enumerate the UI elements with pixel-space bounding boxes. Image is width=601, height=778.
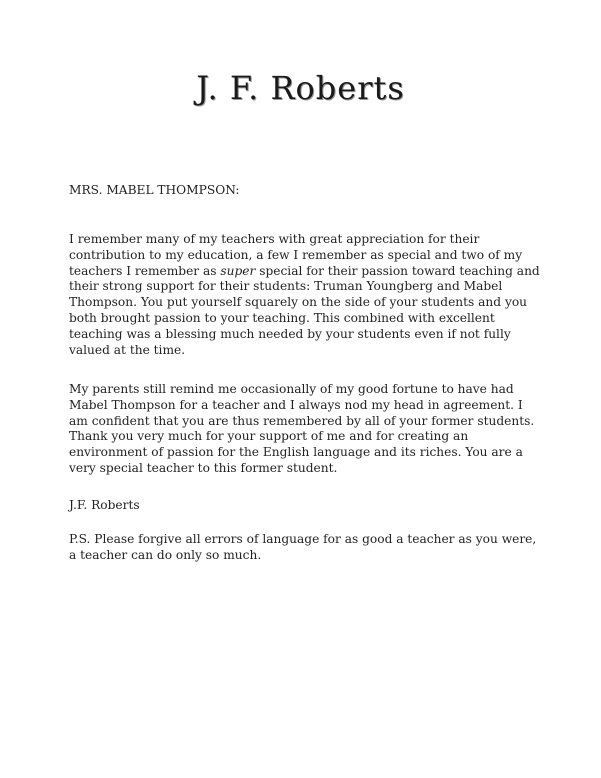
paragraph-2-text: My parents still remind me occasionally of my good fortune to have had Mabel Thompson for a teacher and I always nod my head in agreement. I am confident that you are thus remembered by all of your former students. Thank you very much for your support of me and for creating an environment of passion for the English language and its riches. You are a very special teacher to this former student. <box>69 382 535 475</box>
postscript-text: P.S. Please forgive all errors of language for as good a teacher as you were, a teacher can do only so much. <box>69 532 537 562</box>
signature-name: J.F. Roberts <box>69 498 140 512</box>
paragraph-1-part-a: I remember many of my teachers with great appreciation for their contribution to my education, a few I remember as special and two of my teachers I remember as <box>69 232 523 278</box>
signature-block <box>69 498 544 514</box>
paragraph-1-emphasis: super <box>220 263 256 278</box>
paragraph-1-text <box>69 232 544 358</box>
letter-paragraph-2 <box>69 382 544 477</box>
paragraph-1-part-b: special for their passion toward teaching and their strong support for their students: Truman Youngberg and Mabel Thompson. You put yourself squarely on the side of your students and you both brought passion to your teaching. This combined with excellent teaching was a blessing much needed by your students even if not fully valued at the time. <box>69 263 540 357</box>
letter-paragraph-1 <box>69 232 544 358</box>
letterhead-title: J. F. Roberts <box>196 69 405 107</box>
salutation <box>69 183 544 199</box>
salutation-text: MRS. MABEL THOMPSON: <box>69 183 240 197</box>
postscript-block <box>69 532 544 564</box>
